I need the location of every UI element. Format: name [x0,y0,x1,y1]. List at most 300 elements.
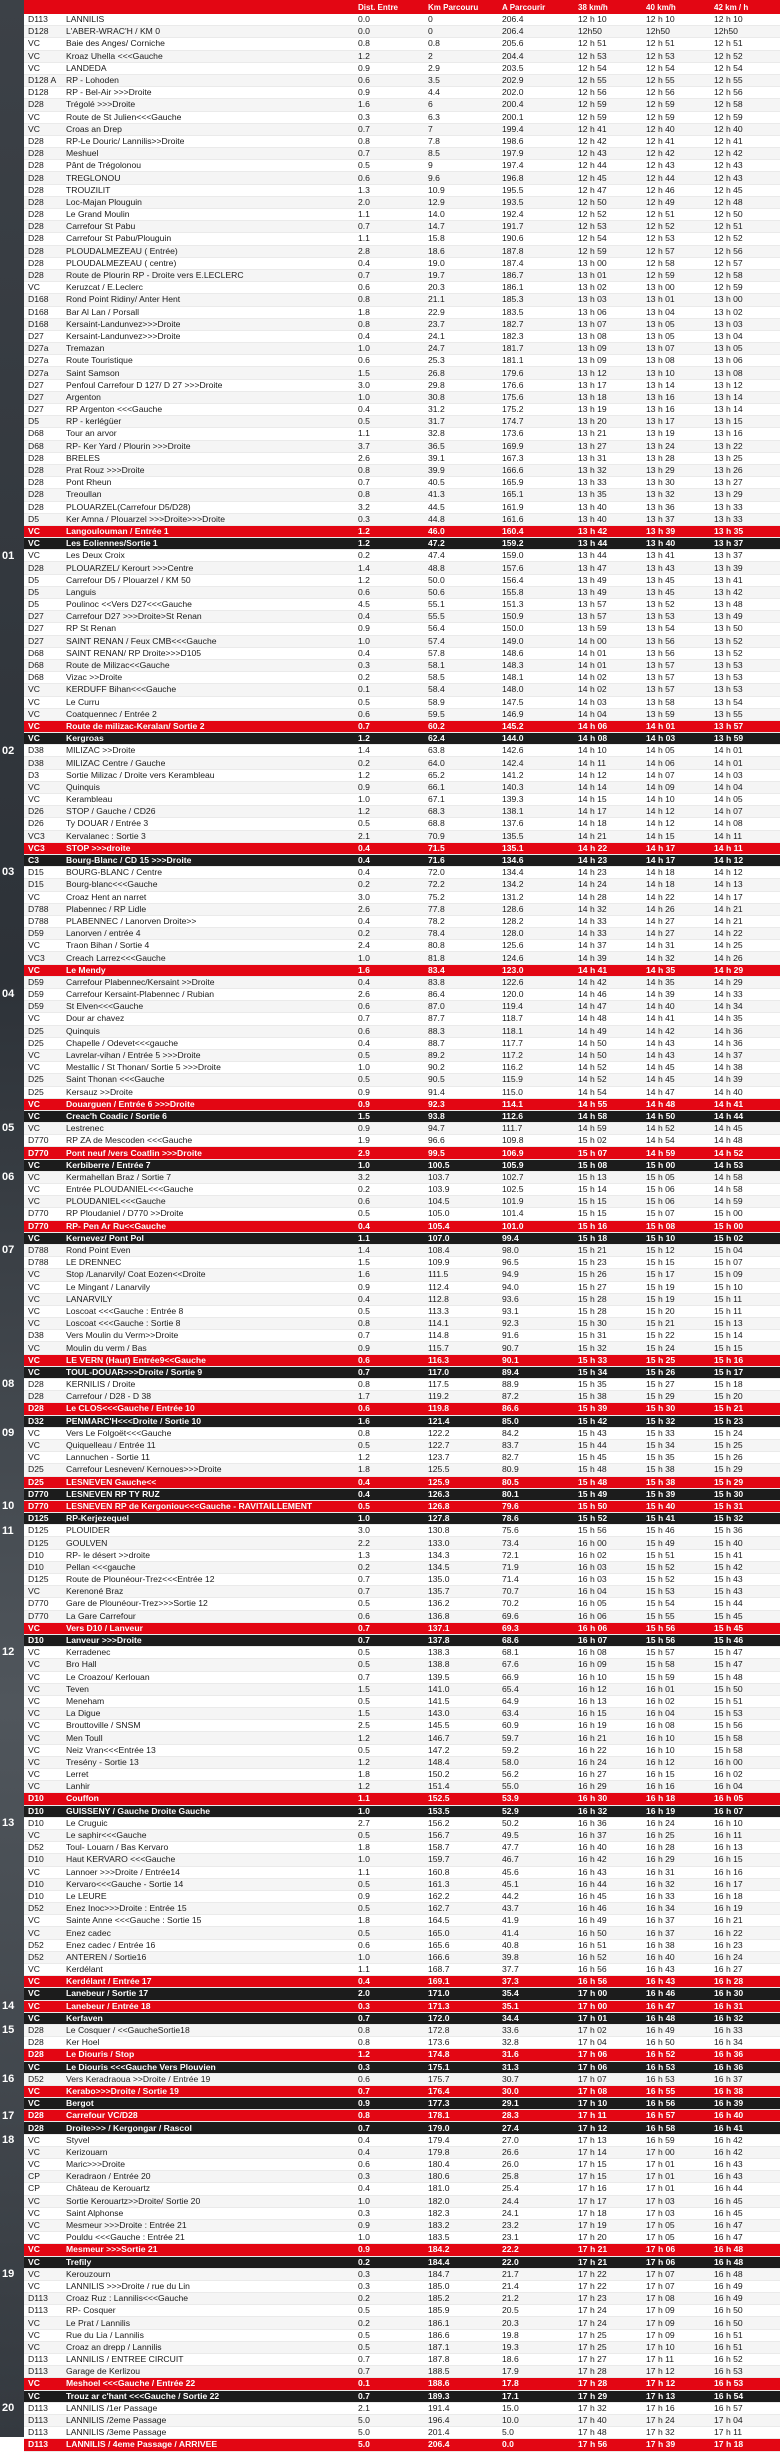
table-row [24,2085,780,2097]
km-remaining: 125.6 [498,940,574,952]
km-remaining: 24.4 [498,2195,574,2207]
segment-distance: 0.8 [354,464,424,476]
time-38kmh: 16 h 44 [574,1878,642,1890]
time-42kmh: 16 h 34 [710,2037,780,2049]
time-38kmh: 16 h 09 [574,1659,642,1671]
road-code: D28 [24,2110,62,2122]
road-code: VC [24,781,62,793]
location-name: Kerbiberre / Entrée 7 [62,1159,354,1171]
time-38kmh: 14 h 12 [574,769,642,781]
table-row [24,2061,780,2073]
location-name: Lanveur >>>Droite [62,1634,354,1646]
km-remaining: 101.0 [498,1220,574,1232]
time-42kmh: 13 h 33 [710,513,780,525]
km-covered: 206.4 [424,2439,498,2451]
time-42kmh: 12 h 58 [710,99,780,111]
segment-distance: 1.8 [354,1842,424,1854]
location-name: Brouttoville / SNSM [62,1720,354,1732]
segment-distance: 0.5 [354,1695,424,1707]
table-row [24,318,780,330]
km-remaining: 41.4 [498,1927,574,1939]
time-38kmh: 13 h 21 [574,428,642,440]
location-name: Creach Larrez<<<Gauche [62,952,354,964]
time-42kmh: 14 h 34 [710,1001,780,1013]
km-remaining: 17.1 [498,2390,574,2402]
time-40kmh: 15 h 40 [642,1500,710,1512]
time-38kmh: 13 h 40 [574,513,642,525]
km-covered: 9.6 [424,172,498,184]
time-40kmh: 17 h 10 [642,2341,710,2353]
road-code: VC [24,2268,62,2280]
time-42kmh: 15 h 41 [710,1549,780,1561]
time-38kmh: 17 h 16 [574,2183,642,2195]
location-name: Kroaz Uhella <<<Gauche [62,50,354,62]
time-40kmh: 16 h 50 [642,2037,710,2049]
segment-distance: 0.7 [354,221,424,233]
location-name: Tremazan [62,343,354,355]
km-covered: 181.0 [424,2183,498,2195]
time-42kmh: 13 h 29 [710,489,780,501]
time-42kmh: 14 h 21 [710,903,780,915]
km-covered: 139.5 [424,1671,498,1683]
table-row [24,2049,780,2061]
km-covered: 161.3 [424,1878,498,1890]
location-name: Garage de Kerlizou [62,2366,354,2378]
location-name: Le Curru [62,696,354,708]
table-row [24,2293,780,2305]
time-38kmh: 13 h 57 [574,599,642,611]
table-row [24,989,780,1001]
time-38kmh: 17 h 22 [574,2280,642,2292]
location-name: Croaz Ruz : Lannilis<<<Gauche [62,2293,354,2305]
km-remaining: 134.6 [498,854,574,866]
section-number: 10 [2,1500,15,1512]
time-42kmh: 12 h 43 [710,160,780,172]
segment-distance: 0.3 [354,2207,424,2219]
km-remaining: 19.8 [498,2329,574,2341]
time-42kmh: 16 h 48 [710,2244,780,2256]
location-name: Le Grand Moulin [62,209,354,221]
segment-distance: 1.0 [354,2232,424,2244]
km-covered: 90.5 [424,1074,498,1086]
time-38kmh: 16 h 10 [574,1671,642,1683]
road-code: VC [24,1427,62,1439]
table-row [24,2268,780,2280]
time-40kmh: 12 h 53 [642,50,710,62]
segment-distance: 0.8 [354,135,424,147]
time-42kmh: 16 h 21 [710,1915,780,1927]
time-42kmh: 13 h 33 [710,501,780,513]
segment-distance: 0.7 [354,148,424,160]
road-code: D788 [24,903,62,915]
segment-distance: 0.3 [354,2268,424,2280]
time-40kmh: 13 h 24 [642,440,710,452]
location-name: Le saphir<<<Gauche [62,1829,354,1841]
time-40kmh: 13 h 14 [642,379,710,391]
segment-distance: 0.3 [354,2280,424,2292]
location-name: MILIZAC >>Droite [62,745,354,757]
segment-distance: 1.2 [354,1781,424,1793]
table-row [24,135,780,147]
km-covered: 158.7 [424,1842,498,1854]
table-row [24,830,780,842]
km-remaining: 31.3 [498,2061,574,2073]
table-row [24,2000,780,2012]
location-name: Enez cadec / Entrée 16 [62,1939,354,1951]
time-40kmh: 12 h 49 [642,196,710,208]
km-remaining: 71.9 [498,1561,574,1573]
location-name: Carrefour D27 >>>Droite>St Renan [62,611,354,623]
km-covered: 184.2 [424,2244,498,2256]
km-covered: 50.0 [424,574,498,586]
time-38kmh: 14 h 22 [574,842,642,854]
segment-distance: 1.5 [354,1683,424,1695]
table-row [24,733,780,745]
km-remaining: 142.6 [498,745,574,757]
location-name: Enez cadec [62,1927,354,1939]
table-row [24,1427,780,1439]
road-code: VC [24,538,62,550]
km-remaining: 80.5 [498,1476,574,1488]
segment-distance: 1.2 [354,50,424,62]
table-row [24,781,780,793]
km-covered: 174.8 [424,2049,498,2061]
km-covered: 7.8 [424,135,498,147]
location-name: RP St Renan [62,623,354,635]
table-row [24,1220,780,1232]
time-42kmh: 15 h 31 [710,1500,780,1512]
location-name: Route de St Julien<<<Gauche [62,111,354,123]
km-covered: 103.9 [424,1184,498,1196]
location-name: Sainte Anne <<<Gauche : Sortie 15 [62,1915,354,1927]
time-40kmh: 16 h 37 [642,1927,710,1939]
time-38kmh: 14 h 15 [574,794,642,806]
table-row [24,599,780,611]
location-name: Pont neuf /vers Coatlin >>>Droite [62,1147,354,1159]
table-row [24,1586,780,1598]
time-42kmh: 16 h 33 [710,2024,780,2036]
segment-distance: 0.4 [354,915,424,927]
time-38kmh: 16 h 37 [574,1829,642,1841]
km-covered: 90.2 [424,1062,498,1074]
time-42kmh: 16 h 23 [710,1939,780,1951]
km-remaining: 151.3 [498,599,574,611]
time-42kmh: 13 h 06 [710,355,780,367]
table-row [24,1537,780,1549]
time-38kmh: 17 h 56 [574,2439,642,2451]
segment-distance: 1.1 [354,209,424,221]
time-42kmh: 14 h 48 [710,1135,780,1147]
km-remaining: 22.2 [498,2244,574,2256]
table-row [24,708,780,720]
km-covered: 68.3 [424,806,498,818]
road-code: D68 [24,647,62,659]
road-code: D25 [24,1476,62,1488]
km-covered: 137.8 [424,1634,498,1646]
table-row [24,1025,780,1037]
time-40kmh: 14 h 39 [642,989,710,1001]
km-covered: 125.5 [424,1464,498,1476]
time-42kmh: 15 h 15 [710,1342,780,1354]
km-remaining: 160.4 [498,525,574,537]
time-42kmh: 14 h 08 [710,818,780,830]
road-code: D28 [24,233,62,245]
table-row [24,50,780,62]
table-row [24,2134,780,2146]
location-name: Pont Rheun [62,477,354,489]
location-name: Kermahellan Braz / Sortie 7 [62,1171,354,1183]
time-38kmh: 15 h 18 [574,1232,642,1244]
km-covered: 62.4 [424,733,498,745]
time-38kmh: 15 h 30 [574,1318,642,1330]
section-number: 11 [2,1525,14,1537]
segment-distance: 0.5 [354,1439,424,1451]
time-42kmh: 15 h 13 [710,1318,780,1330]
km-remaining: 22.0 [498,2256,574,2268]
time-40kmh: 15 h 12 [642,1244,710,1256]
time-42kmh: 16 h 05 [710,1793,780,1805]
time-42kmh: 13 h 03 [710,318,780,330]
road-code: D125 [24,1513,62,1525]
time-40kmh: 12 h 54 [642,62,710,74]
location-name: Stop /Lanarvily/ Coat Eozen<<Droite [62,1269,354,1281]
time-40kmh: 12 h 53 [642,233,710,245]
segment-distance: 0.9 [354,1086,424,1098]
table-row [24,1110,780,1122]
table-row [24,623,780,635]
km-remaining: 115.0 [498,1086,574,1098]
time-42kmh: 16 h 38 [710,2085,780,2097]
road-code: VC [24,525,62,537]
location-name: TROUZILIT [62,184,354,196]
section-number: 09 [2,1427,15,1439]
segment-distance: 0.7 [354,477,424,489]
km-covered: 115.7 [424,1342,498,1354]
time-40kmh: 17 h 05 [642,2219,710,2231]
km-covered: 121.4 [424,1415,498,1427]
table-row [24,1903,780,1915]
time-42kmh: 15 h 47 [710,1659,780,1671]
km-remaining: 135.1 [498,842,574,854]
time-42kmh: 14 h 22 [710,928,780,940]
time-42kmh: 12 h 59 [710,282,780,294]
road-code: VC [24,1452,62,1464]
time-42kmh: 16 h 16 [710,1866,780,1878]
km-covered: 119.2 [424,1391,498,1403]
km-remaining: 101.4 [498,1208,574,1220]
location-name: Le Prat / Lannilis [62,2317,354,2329]
km-remaining: 20.5 [498,2305,574,2317]
km-covered: 14.7 [424,221,498,233]
segment-distance: 2.6 [354,903,424,915]
km-remaining: 175.6 [498,391,574,403]
segment-distance: 1.0 [354,1159,424,1171]
time-42kmh: 15 h 32 [710,1513,780,1525]
table-row [24,659,780,671]
time-38kmh: 17 h 02 [574,2024,642,2036]
time-38kmh: 16 h 56 [574,1964,642,1976]
time-38kmh: 15 h 38 [574,1391,642,1403]
table-row [24,1756,780,1768]
time-40kmh: 17 h 12 [642,2366,710,2378]
km-covered: 196.4 [424,2414,498,2426]
time-38kmh: 17 h 19 [574,2219,642,2231]
km-remaining: 186.7 [498,269,574,281]
km-remaining: 30.7 [498,2073,574,2085]
location-name: Rue du Lia / Lannilis [62,2329,354,2341]
time-38kmh: 16 h 40 [574,1842,642,1854]
table-row [24,245,780,257]
table-row [24,611,780,623]
time-42kmh: 16 h 37 [710,2073,780,2085]
time-40kmh: 17 h 01 [642,2171,710,2183]
time-42kmh: 12 h 51 [710,221,780,233]
table-row [24,2098,780,2110]
km-remaining: 89.4 [498,1366,574,1378]
km-remaining: 68.1 [498,1647,574,1659]
table-row [24,464,780,476]
location-name: Traon Bihan / Sortie 4 [62,940,354,952]
time-40kmh: 13 h 08 [642,355,710,367]
location-name: Bergot [62,2098,354,2110]
time-38kmh: 17 h 06 [574,2049,642,2061]
km-remaining: 190.6 [498,233,574,245]
time-40kmh: 12 h 55 [642,74,710,86]
road-code: D59 [24,976,62,988]
segment-distance: 1.1 [354,1964,424,1976]
time-38kmh: 17 h 28 [574,2378,642,2390]
segment-distance: 0.7 [354,123,424,135]
location-name: Ker Amna / Plouarzel >>>Droite>>>Droite [62,513,354,525]
km-remaining: 80.1 [498,1488,574,1500]
road-code: D770 [24,1220,62,1232]
road-code: D28 [24,245,62,257]
location-name: Mestallic / St Thonan/ Sortie 5 >>>Droite [62,1062,354,1074]
time-38kmh: 15 h 02 [574,1135,642,1147]
table-row [24,2122,780,2134]
segment-distance: 1.8 [354,306,424,318]
road-code: D10 [24,1793,62,1805]
segment-distance: 1.0 [354,635,424,647]
table-row [24,428,780,440]
time-38kmh: 16 h 03 [574,1561,642,1573]
table-row [24,538,780,550]
km-remaining: 102.7 [498,1171,574,1183]
table-row [24,1159,780,1171]
km-remaining: 41.9 [498,1915,574,1927]
time-42kmh: 16 h 51 [710,2329,780,2341]
time-42kmh: 14 h 11 [710,830,780,842]
table-row [24,1927,780,1939]
road-code: VC [24,2341,62,2353]
time-38kmh: 15 h 26 [574,1269,642,1281]
time-38kmh: 17 h 29 [574,2390,642,2402]
time-40kmh: 15 h 17 [642,1269,710,1281]
location-name: LESNEVEN RP de Kergoniou<<<Gauche - RAVITAILLEMENT [62,1500,354,1512]
time-40kmh: 15 h 53 [642,1586,710,1598]
location-name: Croaz an drepp / Lannilis [62,2341,354,2353]
km-remaining: 26.6 [498,2146,574,2158]
section-number: 12 [2,1646,15,1658]
time-40kmh: 16 h 53 [642,2061,710,2073]
time-38kmh: 16 h 02 [574,1549,642,1561]
time-38kmh: 17 h 21 [574,2256,642,2268]
time-42kmh: 15 h 14 [710,1330,780,1342]
segment-distance: 2.7 [354,1817,424,1829]
segment-distance: 0.4 [354,854,424,866]
road-code: D27 [24,611,62,623]
table-row [24,672,780,684]
km-covered: 2 [424,50,498,62]
km-covered: 156.7 [424,1829,498,1841]
time-42kmh: 14 h 53 [710,1159,780,1171]
segment-distance: 0.2 [354,672,424,684]
segment-distance: 0.8 [354,489,424,501]
table-row [24,1184,780,1196]
location-name: RP - kerlégüer [62,416,354,428]
km-covered: 96.6 [424,1135,498,1147]
time-40kmh: 12 h 46 [642,184,710,196]
time-40kmh: 14 h 35 [642,964,710,976]
km-covered: 182.3 [424,2207,498,2219]
km-covered: 153.5 [424,1805,498,1817]
km-remaining: 135.5 [498,830,574,842]
km-covered: 2.9 [424,62,498,74]
time-42kmh: 14 h 13 [710,879,780,891]
road-code: D28 [24,1391,62,1403]
km-remaining: 187.8 [498,245,574,257]
location-name: LANNILIS /2eme Passage [62,2414,354,2426]
time-42kmh: 14 h 12 [710,854,780,866]
road-code: VC [24,2085,62,2097]
time-42kmh: 16 h 53 [710,2378,780,2390]
time-38kmh: 12 h 42 [574,135,642,147]
location-name: Droite>>> / Kergongar / Rascol [62,2122,354,2134]
time-40kmh: 14 h 32 [642,952,710,964]
location-name: LANARVILY [62,1293,354,1305]
km-remaining: 35.4 [498,1988,574,2000]
road-code: D788 [24,915,62,927]
location-name: Kerambleau [62,794,354,806]
time-40kmh: 15 h 21 [642,1318,710,1330]
table-row [24,355,780,367]
time-42kmh: 13 h 02 [710,306,780,318]
road-code: D113 [24,2293,62,2305]
time-40kmh: 14 h 27 [642,915,710,927]
time-40kmh: 15 h 08 [642,1220,710,1232]
time-42kmh: 15 h 04 [710,1244,780,1256]
segment-distance: 0.7 [354,1622,424,1634]
table-row [24,2329,780,2341]
time-42kmh: 16 h 39 [710,2098,780,2110]
table-row [24,2207,780,2219]
location-name: TREGLONOU [62,172,354,184]
segment-distance: 0.5 [354,696,424,708]
time-38kmh: 14 h 23 [574,867,642,879]
segment-distance: 0.7 [354,1586,424,1598]
segment-distance: 0.4 [354,404,424,416]
road-code: D770 [24,1610,62,1622]
segment-distance: 0.9 [354,2244,424,2256]
table-row [24,1634,780,1646]
table-row [24,1671,780,1683]
time-40kmh: 14 h 07 [642,769,710,781]
time-40kmh: 13 h 43 [642,562,710,574]
km-remaining: 69.3 [498,1622,574,1634]
km-remaining: 45.6 [498,1866,574,1878]
segment-distance: 1.0 [354,952,424,964]
km-remaining: 203.5 [498,62,574,74]
